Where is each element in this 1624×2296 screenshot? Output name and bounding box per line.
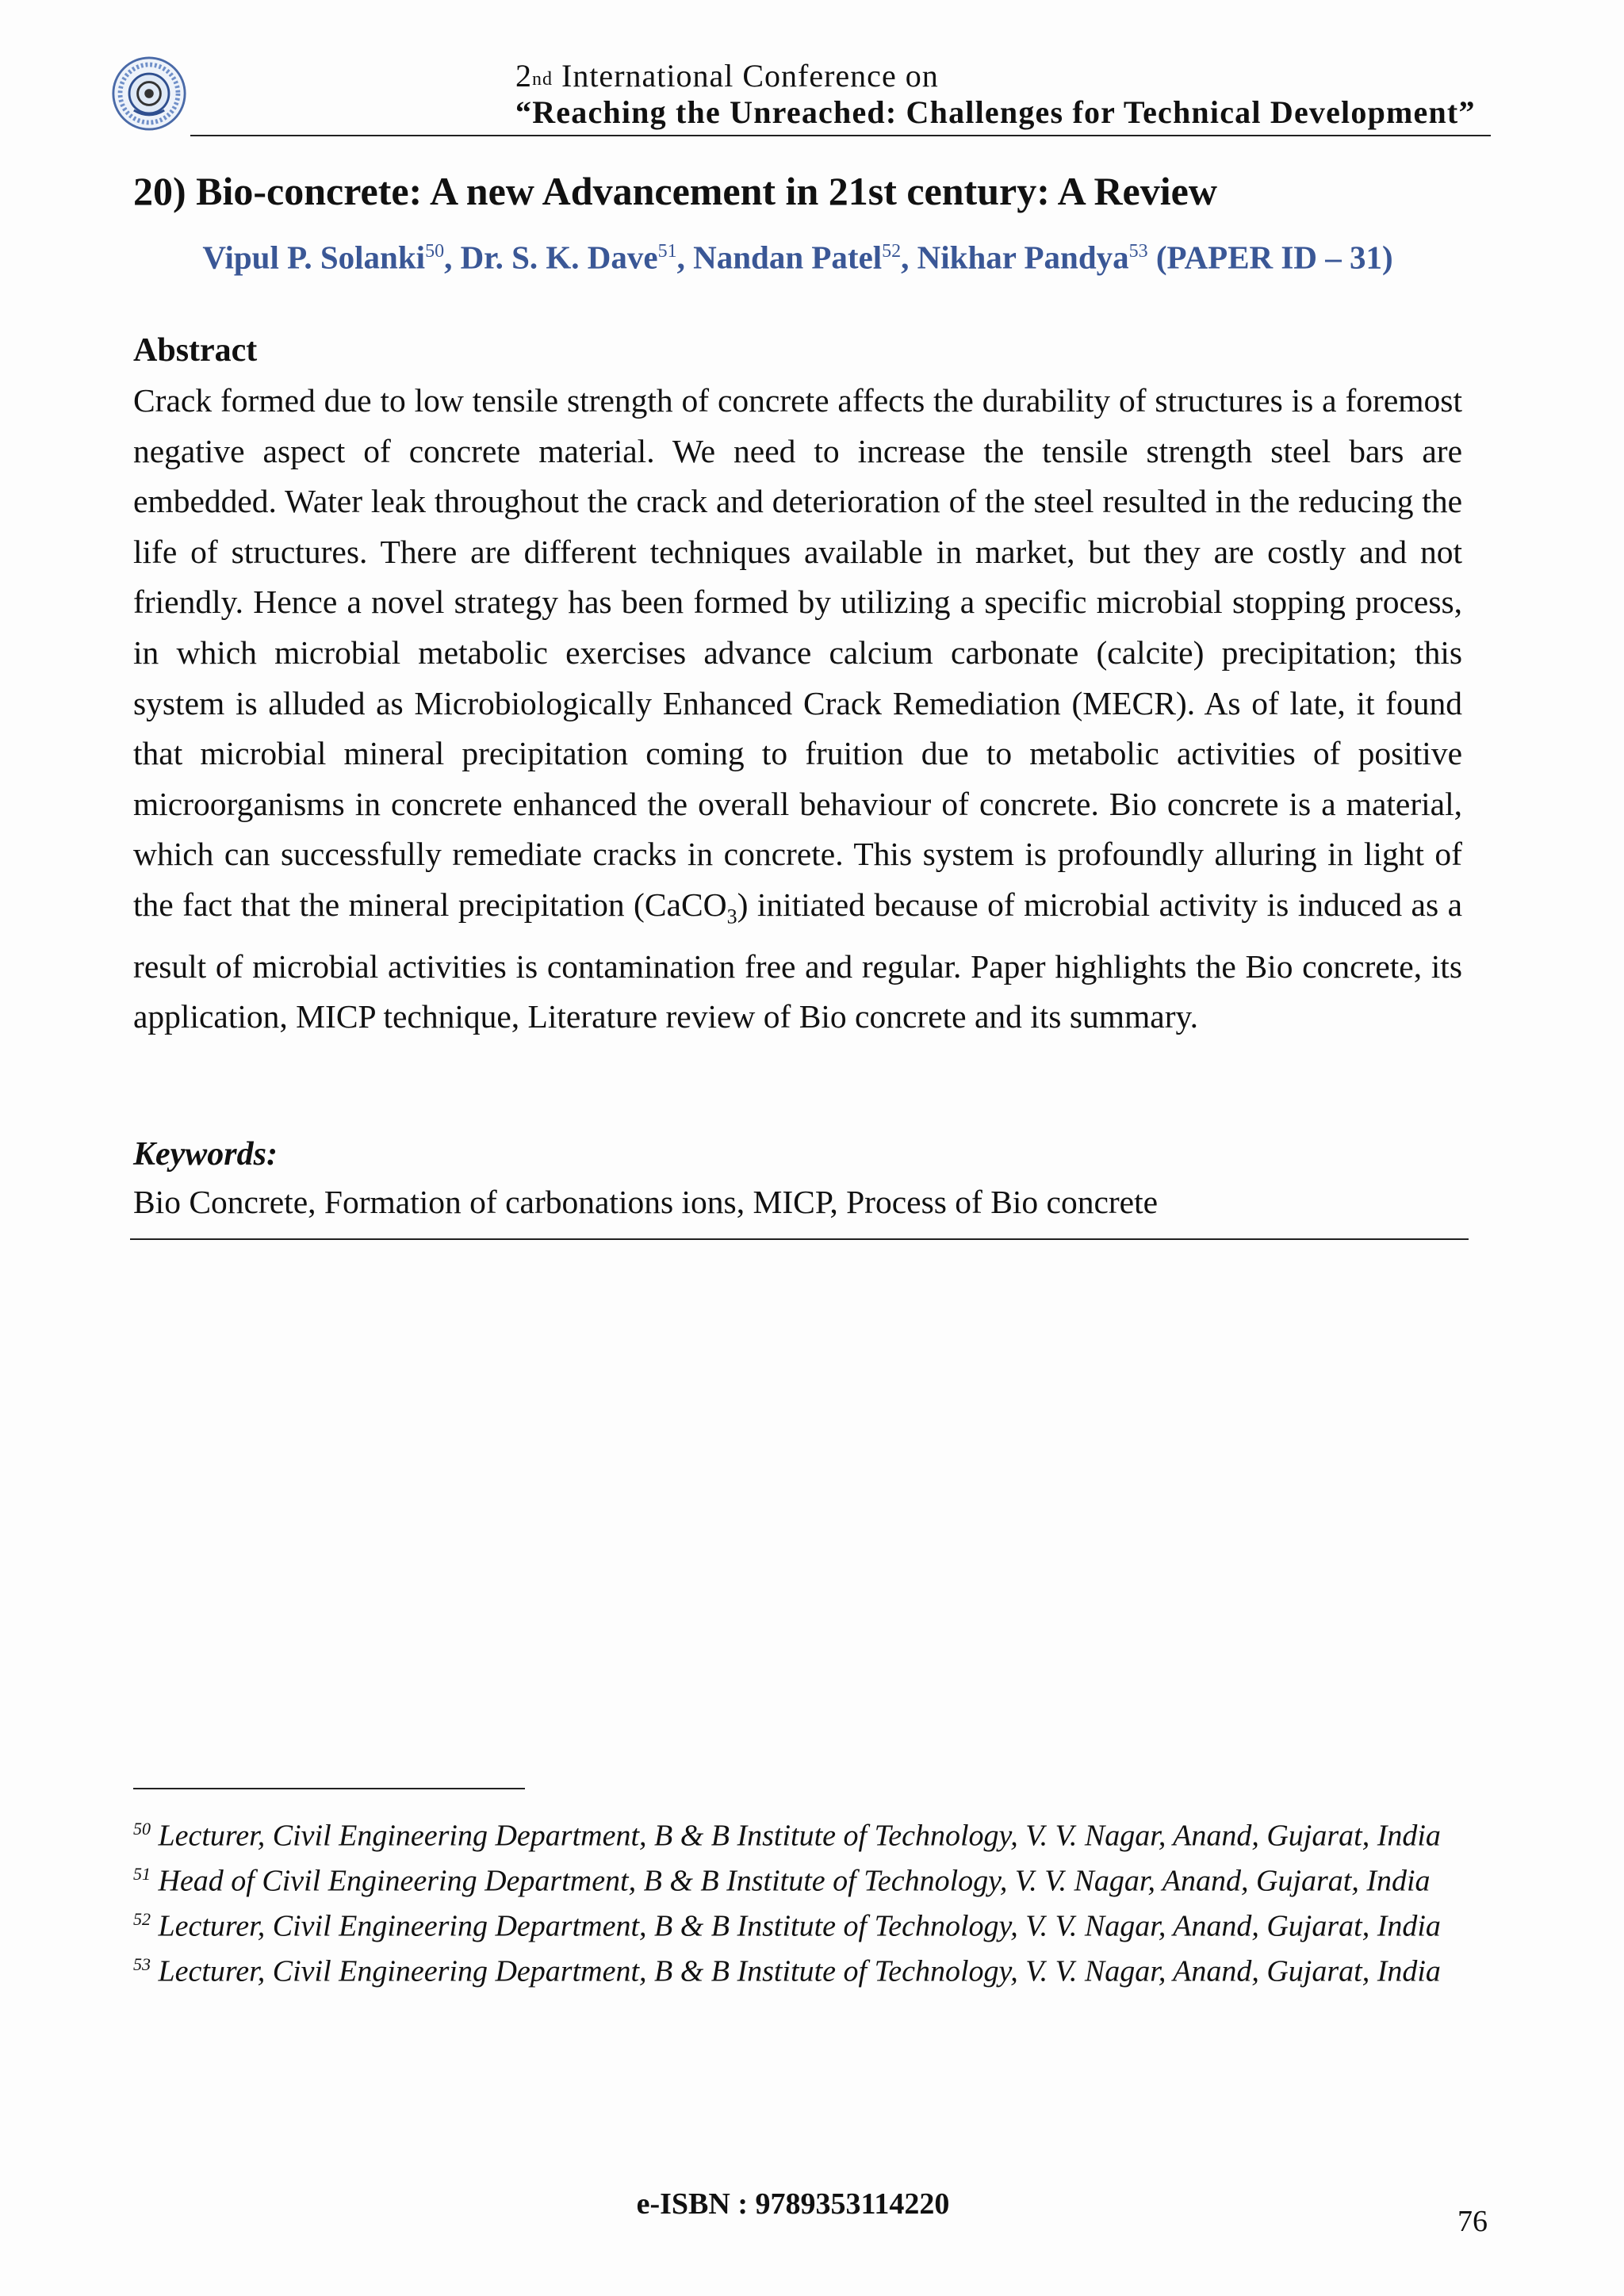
conference-name: $2_{nd}$ International Conference on — [515, 58, 939, 94]
abstract-text: Crack formed due to low tensile strength of concrete affects the durability of structures is a foremost negative aspect of concrete material. We need to increase the tensile strength steel bars are embedded. Water leak throughout the crack and deterioration of the steel resulted in the reducing the life of structures. There are different techniques available in market, but they are costly and not friendly. Hence a novel strategy has been formed by utilizing a specific microbial stopping process, in which microbial metabolic exercises advance calcium carbonate (calcite) precipitation; this system is alluded as Microbiologically Enhanced Crack Remediation (MECR). As of late, it found that microbial mineral precipitation coming to fruition due to metabolic activities of positive microorganisms in concrete enhanced the overall behaviour of concrete. Bio concrete is a material, which can successfully remediate cracks in concrete. This system is profoundly alluring in light of the fact that the mineral precipitation (CaCO$_3$) initiated because of microbial activity is induced as a result of microbial activities is contamination free and regular. Paper highlights the Bio concrete, its application, MICP technique, Literature review of Bio concrete and its summary. — [133, 382, 1462, 1035]
paper-id: (PAPER ID – 31) — [1147, 239, 1393, 276]
header-divider — [190, 135, 1491, 136]
author-name: Vipul P. Solanki — [202, 239, 426, 276]
conference-logo-icon — [111, 55, 187, 132]
keywords-divider — [130, 1238, 1469, 1240]
footnote: $^{50}$ Lecturer, Civil Engineering Department, B & B Institute of Technology, V. V. Nagar, Anand, Gujarat, India — [133, 1819, 1441, 1853]
keywords-heading: Keywords: — [133, 1136, 278, 1173]
abstract-heading: Abstract — [133, 332, 258, 369]
author-name: Nikhar Pandya — [917, 239, 1129, 276]
author-ref: 51 — [657, 241, 677, 262]
conference-theme: “Reaching the Unreached: Challenges for Technical Development” — [515, 94, 1476, 130]
page-header — [111, 48, 1491, 139]
author-name: Dr. S. K. Dave — [460, 239, 658, 276]
keywords-text: Bio Concrete, Formation of carbonations ions, MICP, Process of Bio concrete — [133, 1184, 1159, 1220]
author-name: Nandan Patel — [693, 239, 883, 276]
paper-title: 20) Bio-concrete: A new Advancement in 21st century: A Review — [133, 169, 1217, 213]
author-ref: 50 — [425, 241, 445, 262]
isbn: e-ISBN : 9789353114220 — [636, 2187, 950, 2221]
footnote: $^{51}$ Head of Civil Engineering Department, B & B Institute of Technology, V. V. Nagar, Anand, Gujarat, India — [133, 1864, 1431, 1898]
author-ref: 53 — [1128, 241, 1148, 262]
footnote: $^{52}$ Lecturer, Civil Engineering Department, B & B Institute of Technology, V. V. Nagar, Anand, Gujarat, India — [133, 1909, 1441, 1943]
author-ref: 52 — [882, 241, 902, 262]
page-number: 76 — [1457, 2205, 1488, 2238]
footnotes — [133, 1810, 1450, 1992]
author-list: Vipul P. Solanki$^{50}$, Dr. S. K. Dave$^{51}$, Nandan Patel$^{52}$, Nikhar Pandya$^{53}$ (PAPER ID – 31) — [202, 239, 1393, 276]
footnote-divider — [133, 1788, 525, 1789]
footnote: $^{53}$ Lecturer, Civil Engineering Department, B & B Institute of Technology, V. V. Nagar, Anand, Gujarat, India — [133, 1954, 1441, 1989]
